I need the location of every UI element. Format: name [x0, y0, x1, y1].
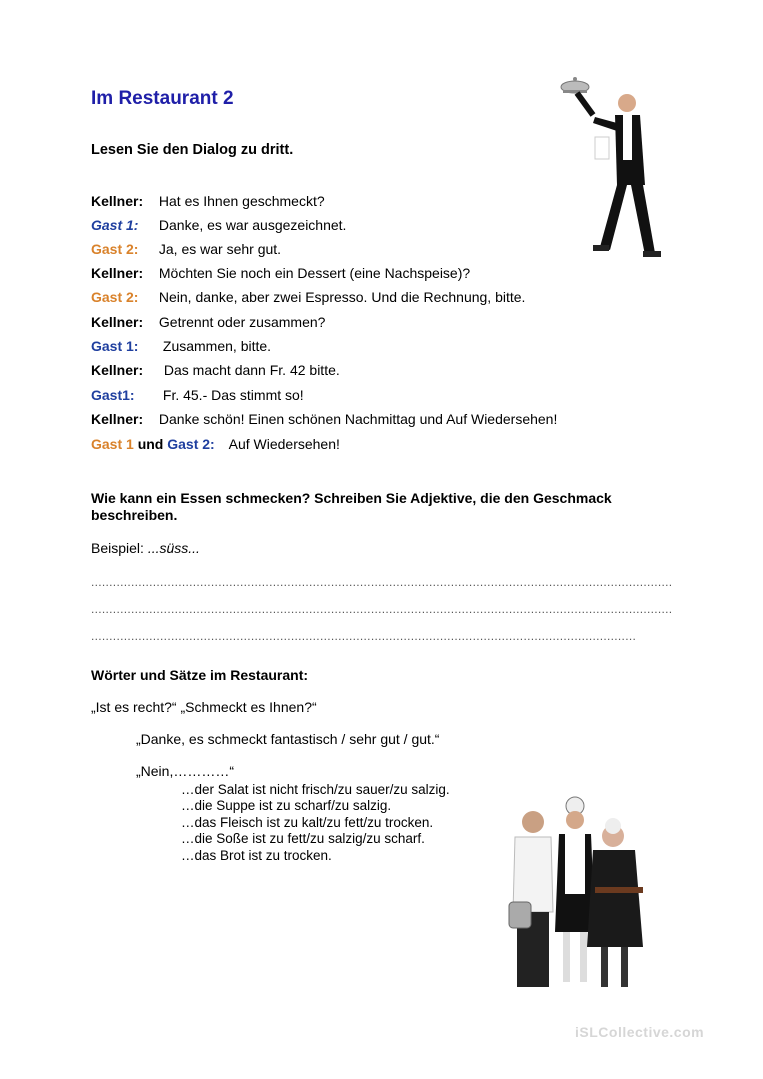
speaker-label: Kellner: [91, 362, 144, 378]
phrase-question: „Ist es recht?“ „Schmeckt es Ihnen?“ [91, 699, 317, 715]
complaint-item: …das Brot ist zu trocken. [181, 848, 332, 863]
speaker-label: Gast 2: [91, 241, 139, 257]
dialog-text: Getrennt oder zusammen? [158, 314, 326, 330]
phrase-yes: „Danke, es schmeckt fantastisch / sehr gut / gut.“ [136, 731, 440, 747]
speaker-label: Kellner: [91, 193, 144, 209]
dialog-text: Nein, danke, aber zwei Espresso. Und die Rechnung, bitte. [158, 289, 526, 305]
answer-line[interactable]: ...................................................................................................................................................... [91, 629, 637, 643]
dialog-line [91, 436, 340, 452]
exercise-question: Wie kann ein Essen schmecken? Schreiben Sie Adjektive, die den Geschmack beschreiben. [91, 490, 612, 523]
phrase-no: „Nein,…………“ [136, 763, 235, 779]
dialog-line [91, 217, 346, 233]
speaker-label: Gast 1: [91, 338, 139, 354]
dialog-line [91, 241, 281, 257]
dialog-line [91, 362, 340, 378]
dialog-text: Das macht dann Fr. 42 bitte. [163, 362, 340, 378]
dialog-text: Auf Wiedersehen! [228, 436, 340, 452]
dialog-line [91, 411, 557, 427]
speaker-label: Gast 1: [91, 217, 139, 233]
dialog-text: Ja, es war sehr gut. [158, 241, 282, 257]
speaker-joiner: und [133, 436, 168, 452]
waiter-illustration [555, 75, 670, 270]
complaint-item: …die Soße ist zu fett/zu salzig/zu scharf. [181, 831, 425, 846]
complaint-item: …der Salat ist nicht frisch/zu sauer/zu salzig. [181, 782, 450, 797]
dialog-line [91, 193, 325, 209]
example-value: ...süss... [147, 540, 200, 556]
answer-line[interactable]: ................................................................................................................................................................ [91, 602, 673, 616]
answer-line[interactable]: ................................................................................................................................................................ [91, 575, 673, 589]
restaurant-staff-illustration [495, 792, 650, 997]
phrases-heading: Wörter und Sätze im Restaurant: [91, 667, 309, 683]
example-label: Beispiel: [91, 540, 144, 556]
instruction: Lesen Sie den Dialog zu dritt. [91, 142, 294, 158]
example-line [91, 540, 200, 556]
dialog-text: Hat es Ihnen geschmeckt? [158, 193, 325, 209]
speaker-label: Kellner: [91, 314, 144, 330]
dialog-line [91, 265, 470, 281]
dialog-line [91, 314, 325, 330]
dialog-line [91, 387, 304, 403]
dialog-text: Zusammen, bitte. [162, 338, 272, 354]
complaint-item: …die Suppe ist zu scharf/zu salzig. [181, 798, 392, 813]
speaker-label: Gast 2: [167, 436, 215, 452]
dialog-text: Fr. 45.- Das stimmt so! [162, 387, 304, 403]
watermark: iSLCollective.com [575, 1024, 705, 1040]
dialog-line [91, 338, 271, 354]
dialog-text: Danke schön! Einen schönen Nachmittag und Auf Wiedersehen! [158, 411, 558, 427]
complaint-item: …das Fleisch ist zu kalt/zu fett/zu trocken. [181, 815, 434, 830]
speaker-label: Gast1: [91, 387, 135, 403]
speaker-label: Gast 2: [91, 289, 139, 305]
dialog-text: Möchten Sie noch ein Dessert (eine Nachspeise)? [158, 265, 471, 281]
dialog-line [91, 289, 525, 305]
speaker-label: Kellner: [91, 411, 144, 427]
page-title: Im Restaurant 2 [91, 88, 234, 109]
speaker-label: Kellner: [91, 265, 144, 281]
dialog-text: Danke, es war ausgezeichnet. [158, 217, 347, 233]
speaker-label: Gast 1 [91, 436, 134, 452]
